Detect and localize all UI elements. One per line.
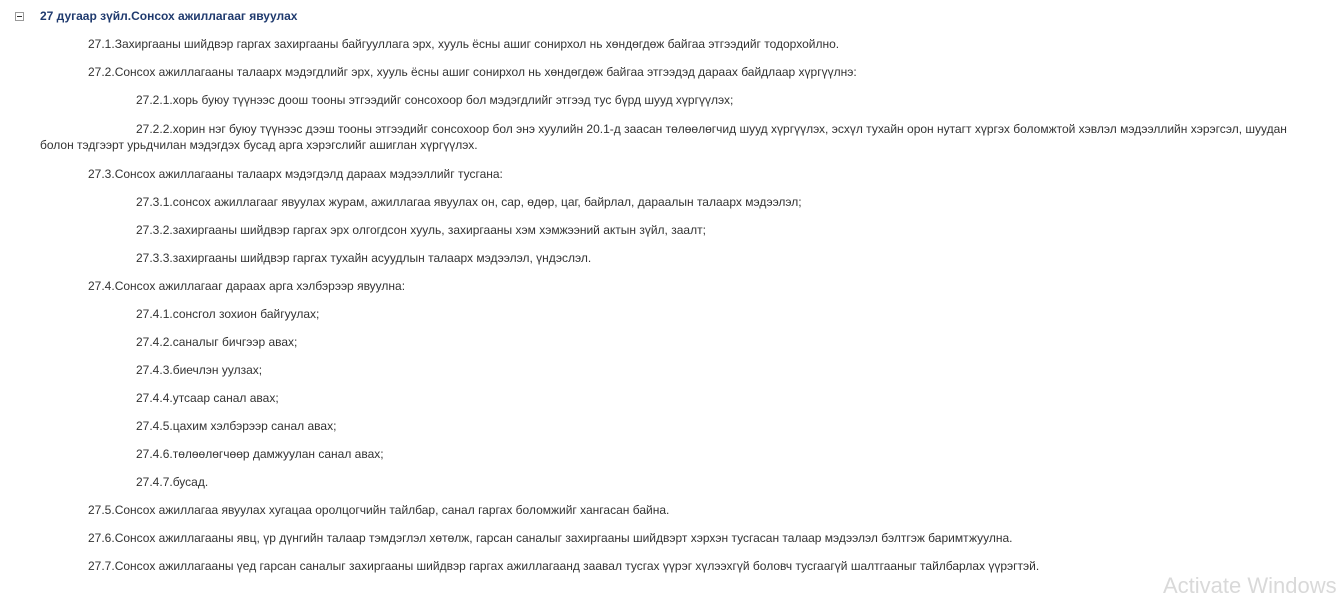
paragraph-27-3-1: 27.3.1.сонсох ажиллагааг явуулах журам, ажиллагаа явуулах он, сар, өдөр, цаг, байрлал, дараалын талаарх мэдээлэл; <box>136 195 802 209</box>
paragraph-27-4-4: 27.4.4.утсаар санал авах; <box>136 391 279 405</box>
paragraph-27-4-3: 27.4.3.биечлэн уулзах; <box>136 363 263 377</box>
paragraph-27-1: 27.1.Захиргааны шийдвэр гаргах захиргааны байгууллага эрх, хууль ёсны ашиг сонирхол нь хөндөгдөж байгаа этгээдийг тодорхойлно. <box>88 37 840 51</box>
paragraph-27-4-5: 27.4.5.цахим хэлбэрээр санал авах; <box>136 419 337 433</box>
paragraph-27-2: 27.2.Сонсох ажиллагааны талаарх мэдэгдлийг эрх, хууль ёсны ашиг сонирхол нь хөндөгдөж байгаа этгээдэд дараах байдлаар хүргүүлнэ: <box>88 65 857 79</box>
paragraph-27-2-2: 27.2.2.хорин нэг буюу түүнээс дээш тооны этгээдийг сонсохоор бол энэ хуулийн 20.1-д заасан төлөөлөгчид шууд хүргүүлэх, эсхүл тухайн орон нутагт хүргэх боломжтой хэвлэл мэдээллийн хэрэгсэл, шуудан болон тэдгээрт урьдчилан мэдэгдэх бусад арга хэрэгслийг ашиглан хүргүүлэх. <box>40 122 1287 152</box>
paragraph-27-5: 27.5.Сонсох ажиллагаа явуулах хугацаа оролцогчийн тайлбар, санал гаргах боломжийг хангасан байна. <box>88 503 670 517</box>
paragraph-27-7: 27.7.Сонсох ажиллагааны үед гарсан саналыг захиргааны шийдвэр гаргах ажиллагаанд заавал тусгах үүрэг хүлээхгүй боловч тусгаагүй шалтгааныг тайлбарлах үүрэгтэй. <box>88 559 1040 573</box>
paragraph-27-3-3: 27.3.3.захиргааны шийдвэр гаргах тухайн асуудлын талаарх мэдээлэл, үндэслэл. <box>136 251 592 265</box>
collapse-toggle-icon[interactable] <box>15 12 24 21</box>
paragraph-27-4: 27.4.Сонсох ажиллагааг дараах арга хэлбэрээр явуулна: <box>88 279 406 293</box>
paragraph-27-2-1: 27.2.1.хорь буюу түүнээс доош тооны этгээдийг сонсохоор бол мэдэгдлийг этгээд тус бүрд шууд хүргүүлэх; <box>136 93 734 107</box>
paragraph-27-6: 27.6.Сонсох ажиллагааны явц, үр дүнгийн талаар тэмдэглэл хөтөлж, гарсан саналыг захиргааны шийдвэрт хэрхэн тусгасан талаар мэдээлэл бэлтгэж баримтжуулна. <box>88 531 1013 545</box>
paragraph-27-3: 27.3.Сонсох ажиллагааны талаарх мэдэгдэлд дараах мэдээллийг тусгана: <box>88 167 503 181</box>
paragraph-27-3-2: 27.3.2.захиргааны шийдвэр гаргах эрх олгогдсон хууль, захиргааны хэм хэмжээний актын зүйл, заалт; <box>136 223 706 237</box>
paragraph-27-4-7: 27.4.7.бусад. <box>136 475 209 489</box>
paragraph-27-4-2: 27.4.2.саналыг бичгээр авах; <box>136 335 298 349</box>
paragraph-27-4-6: 27.4.6.төлөөлөгчөөр дамжуулан санал авах; <box>136 447 384 461</box>
article-header <box>15 9 297 23</box>
activate-windows-watermark: Activate Windows <box>1163 573 1337 598</box>
article-title: 27 дугаар зүйл.Сонсох ажиллагааг явуулах <box>40 9 298 23</box>
paragraph-27-4-1: 27.4.1.сонсгол зохион байгуулах; <box>136 307 320 321</box>
